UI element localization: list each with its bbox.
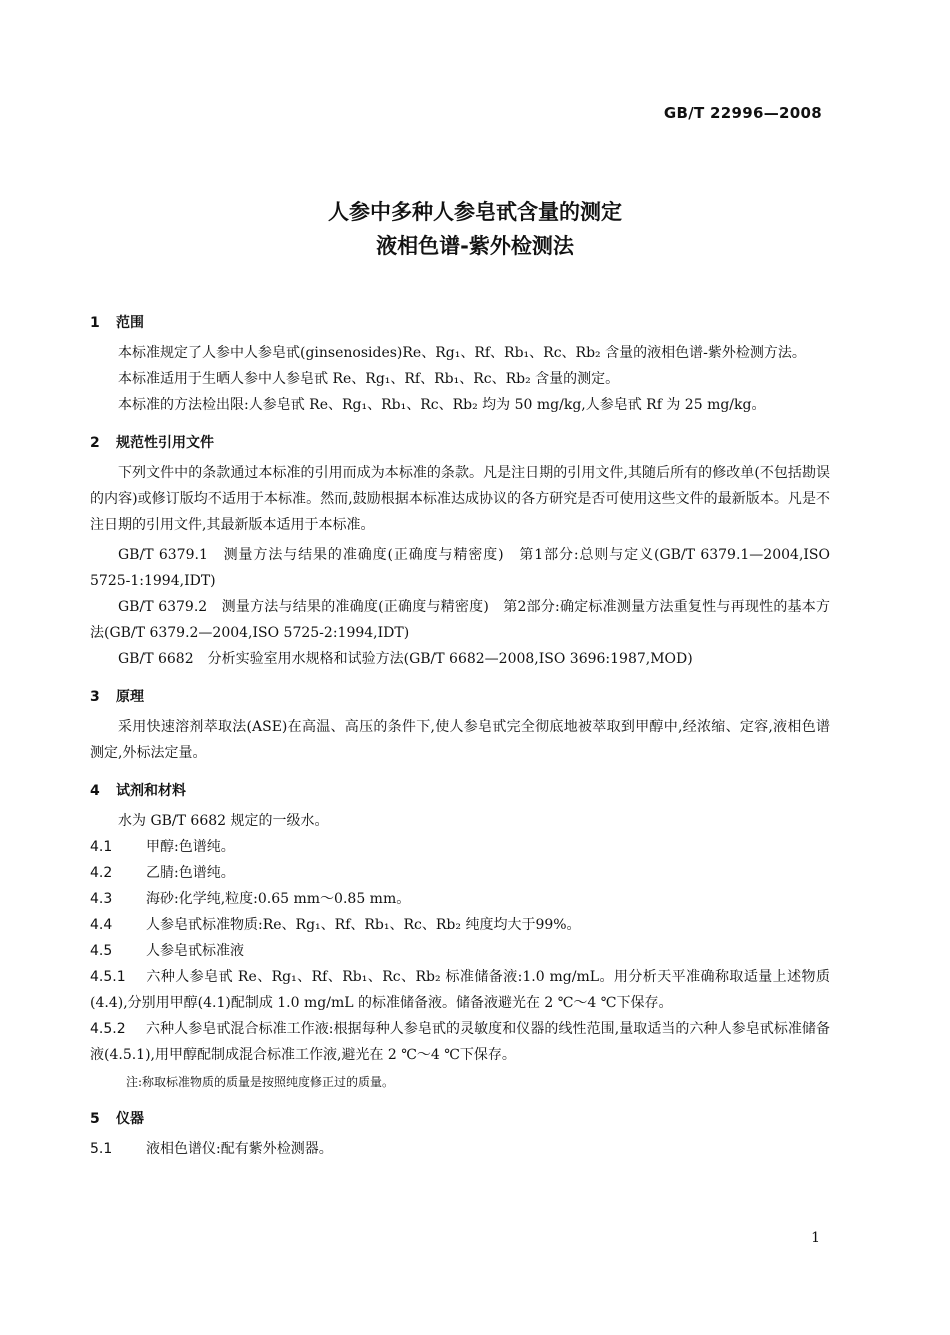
document-title-line-1: 人参中多种人参皂甙含量的测定 xyxy=(328,200,622,224)
section-2-title: 规范性引用文件 xyxy=(116,435,214,451)
item-4-2 xyxy=(90,860,830,886)
item-5-1 xyxy=(90,1136,830,1162)
item-4-5-text: 人参皂甙标准液 xyxy=(146,943,244,959)
item-4-4-text: 人参皂甙标准物质:Re、Rg₁、Rf、Rb₁、Rc、Rb₂ 纯度均大于99%。 xyxy=(146,917,581,933)
section-2-reference-2: GB/T 6379.2 测量方法与结果的准确度(正确度与精密度) 第2部分:确定标准测量方法重复性与再现性的基本方法(GB/T 6379.2—2004,ISO 5725-2:1994,IDT) xyxy=(90,599,830,641)
section-1-paragraph-2: 本标准适用于生晒人参中人参皂甙 Re、Rg₁、Rf、Rb₁、Rc、Rb₂ 含量的测定。 xyxy=(118,371,620,387)
section-1-paragraph-3: 本标准的方法检出限:人参皂甙 Re、Rg₁、Rb₁、Rc、Rb₂ 均为 50 mg/kg,人参皂甙 Rf 为 25 mg/kg。 xyxy=(118,397,766,413)
section-3-number: 3 xyxy=(90,689,100,705)
item-4-2-text: 乙腈:色谱纯。 xyxy=(146,865,235,881)
item-4-4-number: 4.4 xyxy=(90,917,113,933)
item-4-3-number: 4.3 xyxy=(90,891,113,907)
section-1-heading xyxy=(90,312,830,332)
page-number: 1 xyxy=(811,1230,820,1246)
section-3-title: 原理 xyxy=(116,689,144,705)
note-text: 注:称取标准物质的质量是按照纯度修正过的质量。 xyxy=(126,1075,395,1089)
section-2-reference-1: GB/T 6379.1 测量方法与结果的准确度(正确度与精密度) 第1部分:总则与定义(GB/T 6379.1—2004,ISO 5725-1:1994,IDT) xyxy=(90,547,830,589)
item-4-5-number: 4.5 xyxy=(90,943,113,959)
document-body xyxy=(90,312,830,1162)
section-2-heading xyxy=(90,432,830,452)
section-1-title: 范围 xyxy=(116,315,144,331)
section-4-paragraph-0: 水为 GB/T 6682 规定的一级水。 xyxy=(118,813,329,829)
section-5-heading xyxy=(90,1108,830,1128)
item-4-3-text: 海砂:化学纯,粒度:0.65 mm～0.85 mm。 xyxy=(146,891,411,907)
item-5-1-text: 液相色谱仪:配有紫外检测器。 xyxy=(146,1141,333,1157)
item-4-4 xyxy=(90,912,830,938)
item-5-1-number: 5.1 xyxy=(90,1141,113,1157)
item-4-5-1 xyxy=(90,964,830,1016)
section-4-heading xyxy=(90,780,830,800)
section-2-number: 2 xyxy=(90,435,100,451)
item-4-1 xyxy=(90,834,830,860)
item-4-1-text: 甲醇:色谱纯。 xyxy=(146,839,235,855)
section-1-paragraph-1: 本标准规定了人参中人参皂甙(ginsenosides)Re、Rg₁、Rf、Rb₁、Rc、Rb₂ 含量的液相色谱-紫外检测方法。 xyxy=(118,345,806,361)
section-3-paragraph-1: 采用快速溶剂萃取法(ASE)在高温、高压的条件下,使人参皂甙完全彻底地被萃取到甲醇中,经浓缩、定容,液相色谱测定,外标法定量。 xyxy=(90,719,830,761)
item-4-5-2-number: 4.5.2 xyxy=(90,1021,126,1037)
section-1-number: 1 xyxy=(90,315,100,331)
section-3-heading xyxy=(90,686,830,706)
item-4-5-2 xyxy=(90,1016,830,1068)
section-2-reference-3: GB/T 6682 分析实验室用水规格和试验方法(GB/T 6682—2008,ISO 3696:1987,MOD) xyxy=(118,651,693,667)
item-4-5 xyxy=(90,938,830,964)
item-4-1-number: 4.1 xyxy=(90,839,113,855)
item-4-5-1-text: 六种人参皂甙 Re、Rg₁、Rf、Rb₁、Rc、Rb₂ 标准储备液:1.0 mg/mL。用分析天平准确称取适量上述物质(4.4),分别用甲醇(4.1)配制成 1.0 mg/mL 的标准储备液。储备液避光在 2 ℃～4 ℃下保存。 xyxy=(90,969,830,1011)
document-title-line-2: 液相色谱-紫外检测法 xyxy=(376,234,574,258)
section-4-number: 4 xyxy=(90,783,100,799)
item-4-5-1-number: 4.5.1 xyxy=(90,969,126,985)
item-4-5-2-text: 六种人参皂甙混合标准工作液:根据每种人参皂甙的灵敏度和仪器的线性范围,量取适当的六种人参皂甙标准储备液(4.5.1),用甲醇配制成混合标准工作液,避光在 2 ℃～4 ℃下保存。 xyxy=(90,1021,830,1063)
section-5-number: 5 xyxy=(90,1111,100,1127)
standard-number: GB/T 22996—2008 xyxy=(663,104,822,122)
section-2-paragraph-1: 下列文件中的条款通过本标准的引用而成为本标准的条款。凡是注日期的引用文件,其随后所有的修改单(不包括勘误的内容)或修订版均不适用于本标准。然而,鼓励根据本标准达成协议的各方研究是否可使用这些文件的最新版本。凡是不注日期的引用文件,其最新版本适用于本标准。 xyxy=(90,465,830,533)
section-5-title: 仪器 xyxy=(116,1111,144,1127)
item-4-2-number: 4.2 xyxy=(90,865,113,881)
section-4-title: 试剂和材料 xyxy=(116,783,186,799)
item-4-3 xyxy=(90,886,830,912)
